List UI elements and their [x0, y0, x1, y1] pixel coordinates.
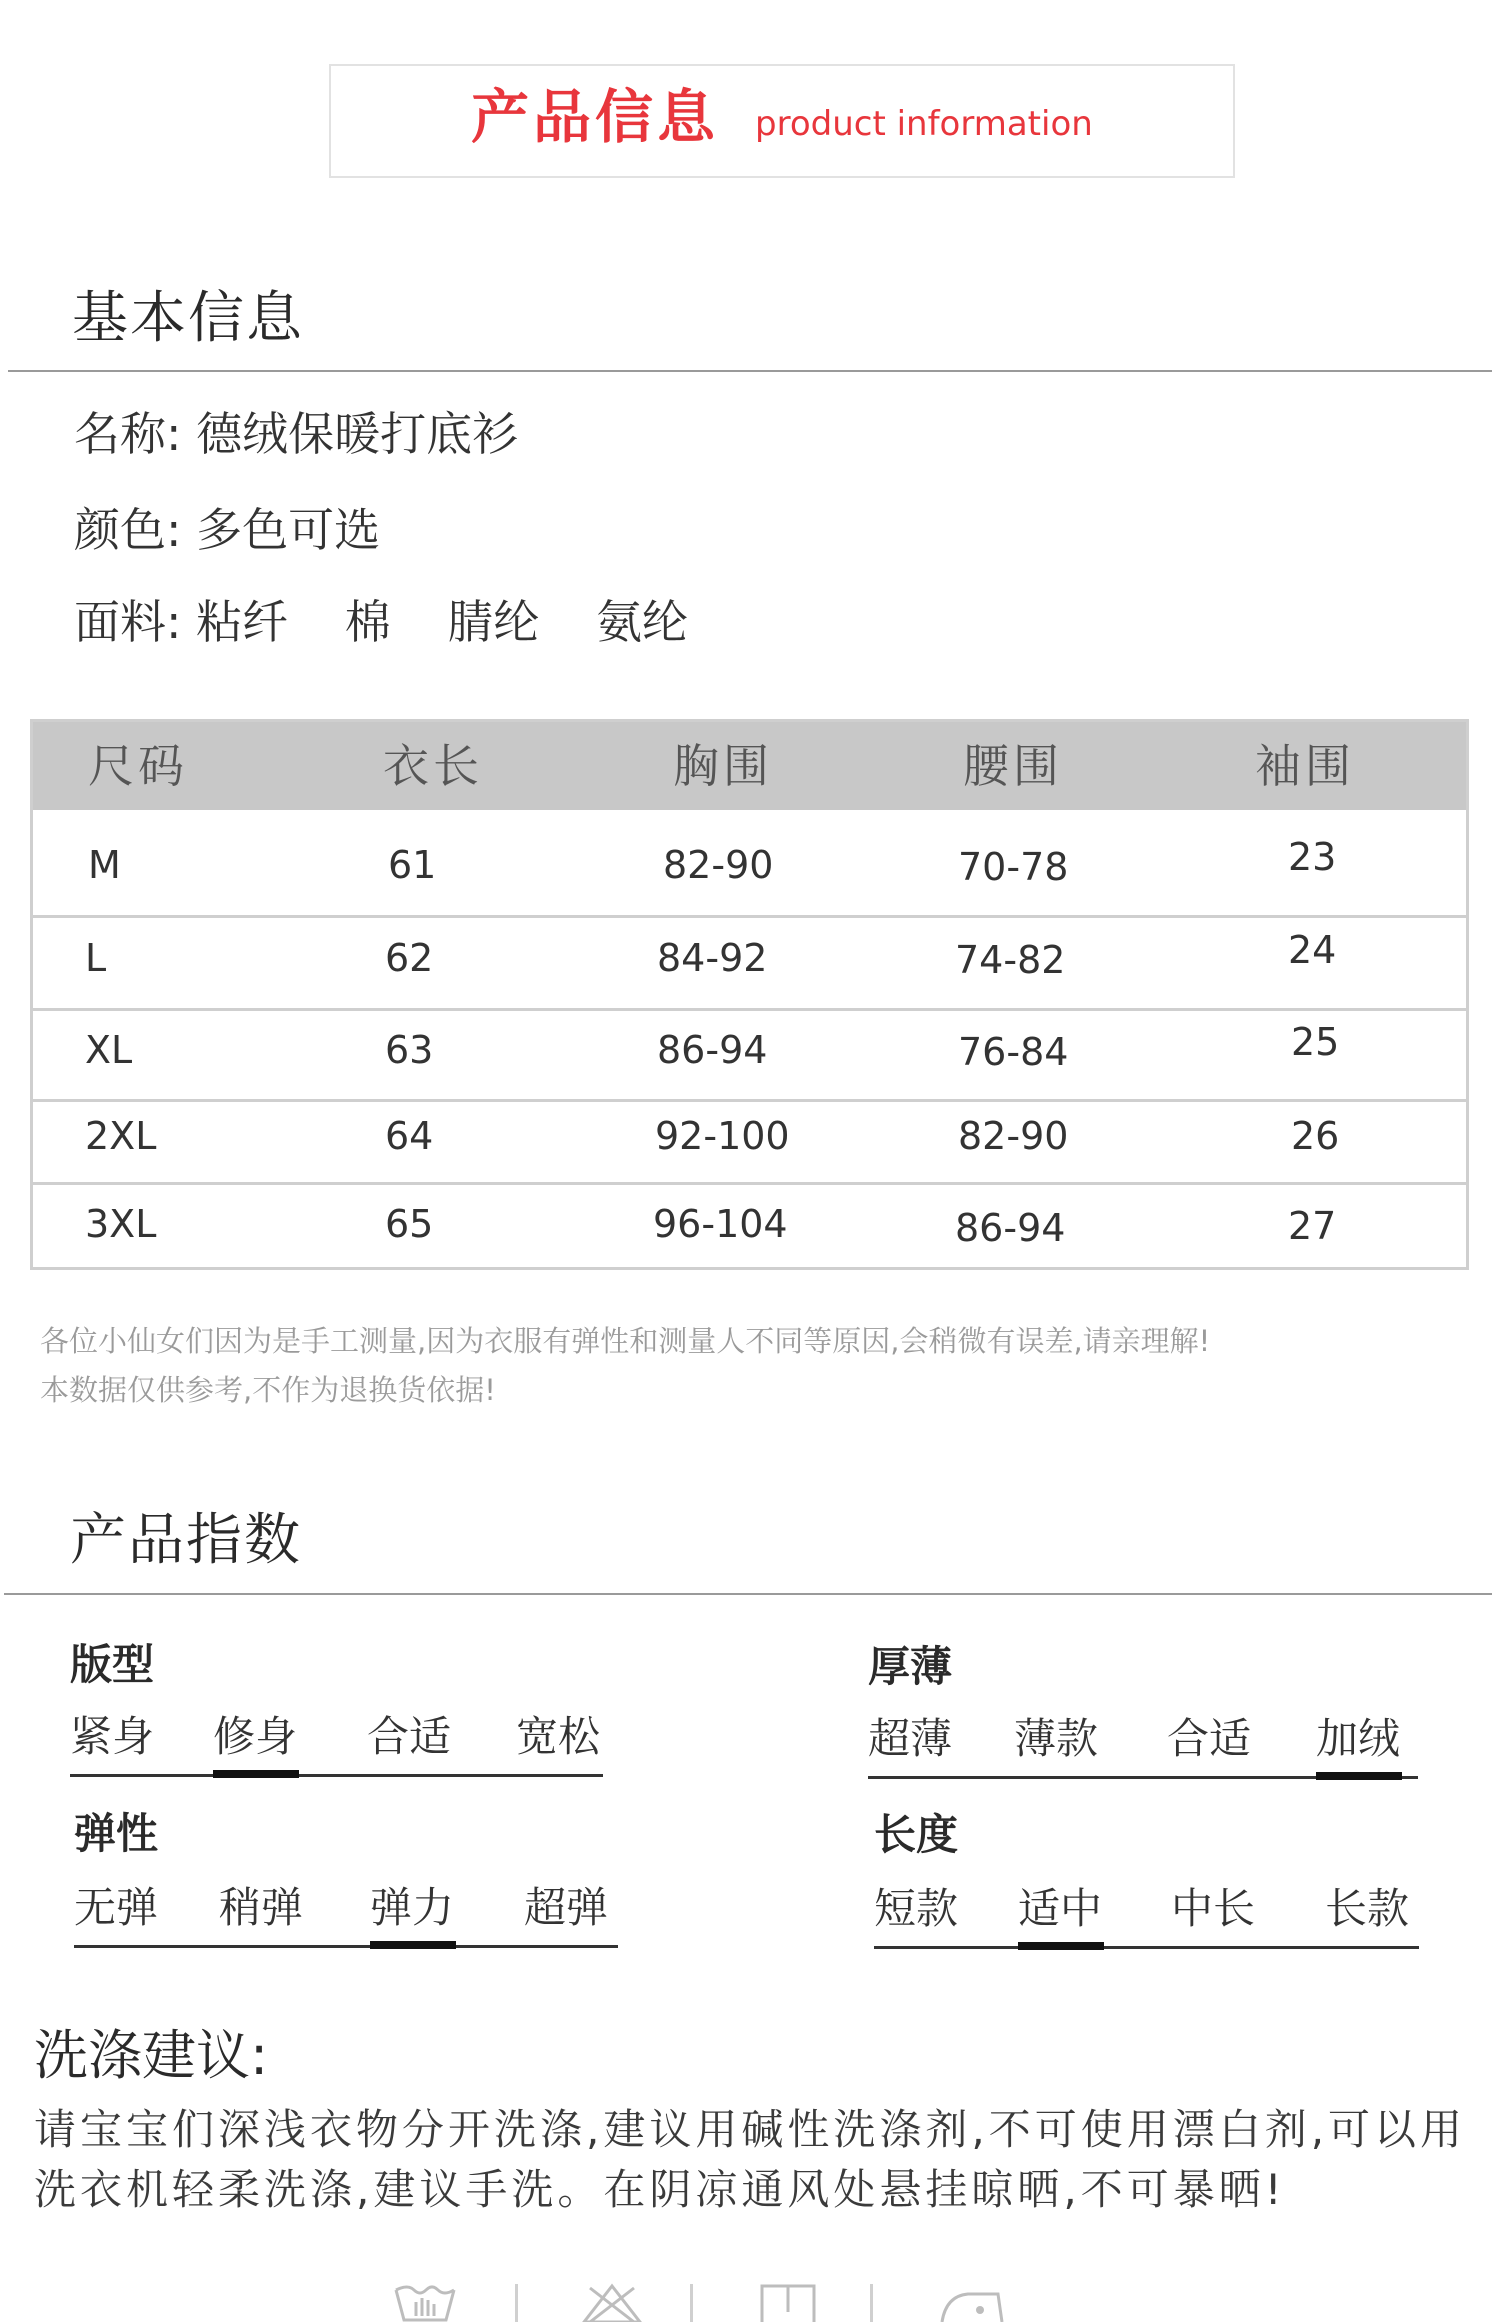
- header-cell-sleeve: 袖围: [1255, 739, 1355, 793]
- cell-length: 61: [388, 843, 437, 887]
- header-cell-waist: 腰围: [963, 739, 1063, 793]
- color-value: 多色可选: [196, 503, 381, 557]
- fit-selected-marker: [213, 1770, 299, 1778]
- thickness-option: 薄款: [1014, 1714, 1099, 1763]
- thickness-label: 厚薄: [868, 1642, 953, 1691]
- fit-option: 宽松: [516, 1712, 601, 1761]
- product-index-title: 产品指数: [70, 1508, 302, 1573]
- length-option-selected: 适中: [1018, 1884, 1103, 1933]
- length-option: 长款: [1325, 1884, 1410, 1933]
- elasticity-option: 超弹: [524, 1883, 609, 1932]
- cell-sleeve: 27: [1288, 1204, 1337, 1248]
- elasticity-label: 弹性: [74, 1809, 159, 1858]
- cell-sleeve: 23: [1288, 835, 1337, 879]
- row-divider: [33, 1099, 1466, 1102]
- material-item: 腈纶: [447, 595, 540, 649]
- iron-icon: [932, 2282, 1012, 2322]
- product-index-divider: [4, 1593, 1492, 1595]
- material-item: 粘纤: [196, 595, 289, 649]
- length-selected-marker: [1018, 1942, 1104, 1950]
- length-scale-line: [874, 1946, 1419, 1949]
- basic-info-divider: [8, 370, 1492, 372]
- header-cell-size: 尺码: [88, 739, 188, 793]
- elasticity-scale-line: [74, 1945, 618, 1948]
- icon-divider: [870, 2284, 873, 2322]
- name-line: [74, 406, 518, 462]
- cell-chest: 86-94: [657, 1028, 768, 1072]
- thickness-selected-marker: [1316, 1772, 1402, 1780]
- cell-sleeve: 26: [1291, 1114, 1340, 1158]
- elasticity-option: 无弹: [74, 1883, 159, 1932]
- length-option: 中长: [1171, 1884, 1256, 1933]
- wash-advice-text: 请宝宝们深浅衣物分开洗涤,建议用碱性洗涤剂,不可使用漂白剂,可以用洗衣机轻柔洗涤,建议手洗。在阴凉通风处悬挂晾晒,不可暴晒!: [34, 2105, 1467, 2214]
- cell-sleeve: 25: [1291, 1020, 1340, 1064]
- thickness-option: 超薄: [868, 1714, 953, 1763]
- no-bleach-icon: [580, 2282, 644, 2322]
- cell-waist: 86-94: [955, 1206, 1066, 1250]
- basic-info-title: 基本信息: [72, 286, 304, 351]
- size-table: [30, 719, 1469, 1270]
- elasticity-option-selected: 弹力: [370, 1883, 455, 1932]
- cell-size: XL: [85, 1028, 133, 1072]
- elasticity-option: 稍弹: [219, 1883, 304, 1932]
- wash-advice-title: 洗涤建议:: [34, 2024, 269, 2087]
- cell-size: L: [85, 936, 107, 980]
- cell-chest: 96-104: [653, 1202, 788, 1246]
- header-title-en: product information: [755, 104, 1093, 144]
- fit-option-selected: 修身: [213, 1712, 298, 1761]
- color-line: [74, 502, 380, 558]
- cell-size: M: [88, 843, 121, 887]
- cell-chest: 92-100: [655, 1114, 790, 1158]
- cell-waist: 76-84: [958, 1030, 1069, 1074]
- cell-size: 2XL: [85, 1114, 157, 1158]
- header-box: [329, 64, 1235, 178]
- name-label: 名称:: [74, 407, 182, 461]
- length-label: 长度: [874, 1810, 959, 1859]
- note-line-1: 各位小仙女们因为是手工测量,因为衣服有弹性和测量人不同等原因,会稍微有误差,请亲理解!: [40, 1324, 1211, 1358]
- cell-length: 64: [385, 1114, 434, 1158]
- row-divider: [33, 1008, 1466, 1011]
- row-divider: [33, 915, 1466, 918]
- material-item: 棉: [344, 595, 391, 649]
- cell-waist: 74-82: [955, 938, 1066, 982]
- cell-sleeve: 24: [1288, 928, 1337, 972]
- cell-chest: 82-90: [663, 843, 774, 887]
- thickness-option-selected: 加绒: [1316, 1714, 1401, 1763]
- note-line-2: 本数据仅供参考,不作为退换货依据!: [40, 1373, 496, 1407]
- cell-waist: 82-90: [958, 1114, 1069, 1158]
- fit-scale: [70, 1712, 603, 1772]
- material-item: 氨纶: [596, 595, 688, 649]
- size-table-header: [33, 722, 1466, 810]
- cell-chest: 84-92: [657, 936, 768, 980]
- material-line: [74, 594, 730, 650]
- hand-wash-icon: [390, 2282, 460, 2322]
- cell-waist: 70-78: [958, 845, 1069, 889]
- cell-length: 65: [385, 1202, 434, 1246]
- header-cell-chest: 胸围: [673, 739, 773, 793]
- elasticity-scale: [74, 1883, 618, 1943]
- fit-option: 合适: [367, 1712, 452, 1761]
- hang-dry-icon: [758, 2282, 818, 2322]
- cell-size: 3XL: [85, 1202, 157, 1246]
- row-divider: [33, 1182, 1466, 1185]
- elasticity-selected-marker: [370, 1941, 456, 1949]
- fit-option: 紧身: [70, 1712, 155, 1761]
- material-values: [196, 595, 730, 649]
- cell-length: 62: [385, 936, 434, 980]
- header-cell-length: 衣长: [383, 739, 483, 793]
- thickness-scale: [868, 1714, 1418, 1774]
- cell-length: 63: [385, 1028, 434, 1072]
- icon-divider: [690, 2284, 693, 2322]
- measurement-note: [40, 1317, 1470, 1415]
- name-value: 德绒保暖打底衫: [196, 407, 519, 461]
- material-label: 面料:: [74, 595, 182, 649]
- header-title-cn: 产品信息: [471, 83, 720, 151]
- length-option: 短款: [874, 1884, 959, 1933]
- fit-scale-line: [70, 1774, 603, 1777]
- color-label: 颜色:: [74, 503, 182, 557]
- icon-divider: [515, 2284, 518, 2322]
- fit-label: 版型: [70, 1640, 155, 1689]
- length-scale: [874, 1884, 1419, 1944]
- thickness-option: 合适: [1167, 1714, 1252, 1763]
